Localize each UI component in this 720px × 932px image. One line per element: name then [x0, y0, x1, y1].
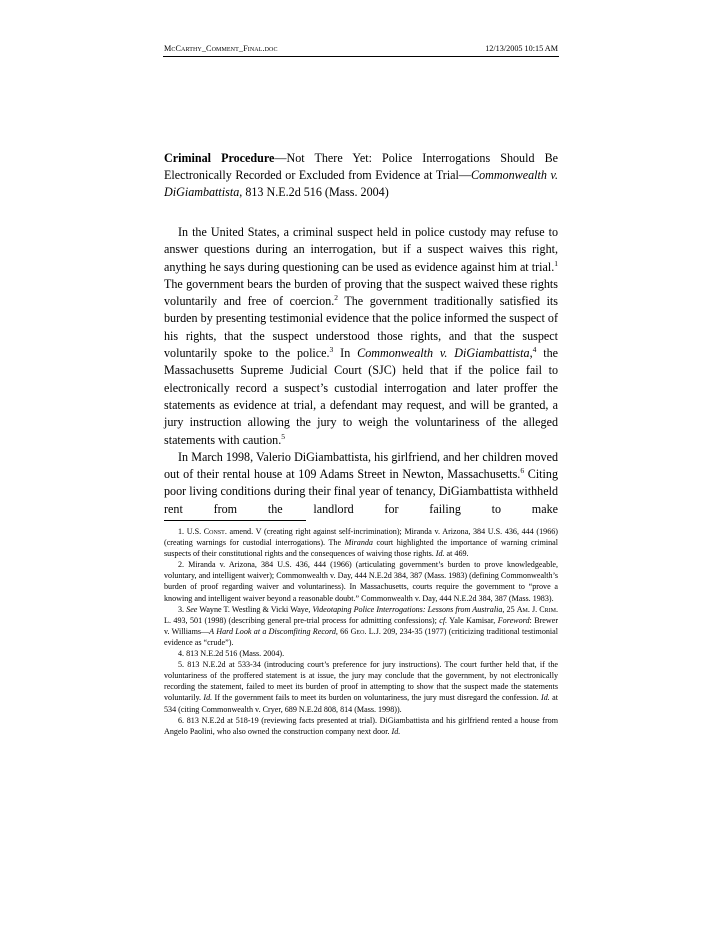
footnote-text: at 534 (citing Commonwealth v. Cryer, 689 N.E.2d 808, 814 (Mass. 1998)).: [164, 693, 558, 714]
case-name: Commonwealth v. DiGiambattista: [357, 346, 530, 361]
body-paragraph-2: [164, 449, 558, 518]
footnote-text: Yale Kamisar,: [447, 615, 498, 625]
header-timestamp: 12/13/2005 10:15 AM: [485, 44, 558, 53]
article-title: [164, 150, 558, 201]
footnote-ref-6: 6: [520, 466, 525, 476]
footnote-ref-2: 2: [334, 293, 339, 303]
body-text: Citing poor living conditions during their final year of tenancy, DiGiambattista withheld rent from the landlord for failing to make: [164, 467, 558, 516]
footnote-5: [164, 659, 558, 714]
footnote-text: If the government fails to meet its burden on voluntariness, the jury must disregard the confession.: [212, 693, 542, 703]
article-body: [164, 224, 558, 518]
footnote-6: [164, 715, 558, 737]
body-text: The government traditionally satisfied its burden by presenting testimonial evidence that the police informed the suspect of his rights, that the suspect understood those rights, and that the suspect voluntarily spoke to the police.: [164, 294, 558, 361]
footnote-text: Id.: [541, 693, 550, 703]
footnote-ref-4: 4: [532, 345, 537, 355]
title-subject: Criminal Procedure: [164, 151, 275, 165]
footnote-text: Const: [203, 527, 225, 536]
body-text: In: [333, 346, 358, 361]
footnote-text: at 469.: [444, 549, 469, 559]
footnote-text: Id.: [435, 549, 445, 559]
body-paragraph-1: [164, 224, 558, 449]
footnote-text: court highlighted the importance of warning criminal suspects of their constitutional rights and the consequences of waiving those rights.: [164, 538, 558, 559]
footnote-ref-5: 5: [281, 431, 285, 441]
footnote-text: Foreword: [497, 615, 530, 625]
footnote-text: See: [186, 604, 198, 614]
footnote-3: [164, 604, 558, 648]
footnote-text: 6. 813 N.E.2d at 518-19 (reviewing facts presented at trial). DiGiambattista and his girlfriend rented a house from Angelo Paolini, who also owned the construction company next door.: [164, 715, 558, 736]
footnotes: [164, 526, 558, 737]
footnote-text: Id.: [391, 726, 401, 736]
footnote-text: A Hard Look at a Discomfiting Record: [209, 626, 336, 636]
footnote-text: Am. J. Crim. L.: [164, 604, 559, 625]
body-text: In March 1998, Valerio DiGiambattista, his girlfriend, and her children moved out of their rental house at 109 Adams Street in Newton, Massachusetts.: [164, 449, 558, 482]
footnote-text: Id.: [203, 693, 213, 703]
footnote-text: 3.: [178, 604, 187, 614]
body-text: The government bears the burden of proving that the suspect waived these rights voluntarily and free of coercion.: [164, 276, 558, 309]
footnote-text: 5. 813 N.E.2d at 533-34 (introducing court’s preference for jury instructions). The court further held that, if the voluntariness of the proffered statement is at issue, the jury may conclude that the government, by not electronically recording the statement, failed to meet its burden of proof in attempting to show that the suspect made the statements voluntarily.: [164, 660, 558, 703]
body-text: In the United States, a criminal suspect held in police custody may refuse to answer questions during an interrogation, but if a suspect waives this right, anything he says during questioning can be used as evidence against him at trial.: [164, 225, 558, 274]
footnote-text: Videotaping Police Interrogations: Lessons from Australia: [312, 604, 503, 614]
footnote-divider: [164, 520, 306, 521]
footnote-text: , 66: [335, 626, 351, 636]
header-filename: McCarthy_Comment_Final.doc: [164, 44, 278, 53]
footnote-text: 209, 234-35 (1977) (criticizing traditional testimonial evidence as “crude”).: [164, 626, 559, 647]
footnote-4: 4. 813 N.E.2d 516 (Mass. 2004).: [178, 649, 285, 659]
title-text: —Not There Yet: Police Interrogations Should Be Electronically Recorded or Excluded from Evidence at Trial—: [164, 151, 559, 182]
body-text: ,: [529, 346, 533, 361]
body-text: the Massachusetts Supreme Judicial Court (SJC) held that if the police fail to electronically record a suspect’s custodial interrogation and later proffer the statements as evidence at trial, a defendant may request, and will be granted, a jury instruction allowing the jury to weigh the voluntariness of the alleged statements with caution.: [164, 346, 558, 447]
footnote-text: Wayne T. Westling & Vicki Waye,: [197, 604, 313, 614]
title-case-name: Commonwealth v. DiGiambattista: [164, 168, 558, 199]
footnote-text: 493, 501 (1998) (describing general pre-trial process for admitting confessions);: [170, 615, 440, 625]
case-name: Miranda: [344, 538, 373, 548]
title-citation: , 813 N.E.2d 516 (Mass. 2004): [239, 185, 389, 199]
footnote-text: , 25: [502, 604, 517, 614]
footnote-ref-3: 3: [329, 345, 334, 355]
footnote-1: [164, 526, 558, 559]
running-header: [163, 41, 559, 57]
footnote-ref-1: 1: [554, 258, 558, 268]
footnote-text: : Brewer v. Williams—: [164, 615, 559, 636]
footnote-text: Geo. L.J.: [350, 626, 381, 636]
footnote-text: 1. U.S.: [178, 527, 204, 536]
footnote-2: 2. Miranda v. Arizona, 384 U.S. 436, 444 (1966) (articulating government’s burden to prove knowledgeable, voluntary, and intelligent waiver); Commonwealth v. Day, 444 N.E.2d 384, 387 (Mass. 1983) (defining Commonwealth’s burden of proof regarding waiver and voluntariness). In Massachusetts, courts require the government to “prove a knowing and intelligent waiver beyond a reasonable doubt.” Commonwealth v. Day, 444 N.E.2d 384, 387 (Mass. 1983).: [164, 560, 558, 603]
footnote-text: cf.: [439, 615, 448, 625]
footnote-text: . amend. V (creating right against self-incrimination); Miranda v. Arizona, 384 U.S. 436, 444 (1966) (creating warnings for custodial interrogations). The: [164, 527, 558, 548]
